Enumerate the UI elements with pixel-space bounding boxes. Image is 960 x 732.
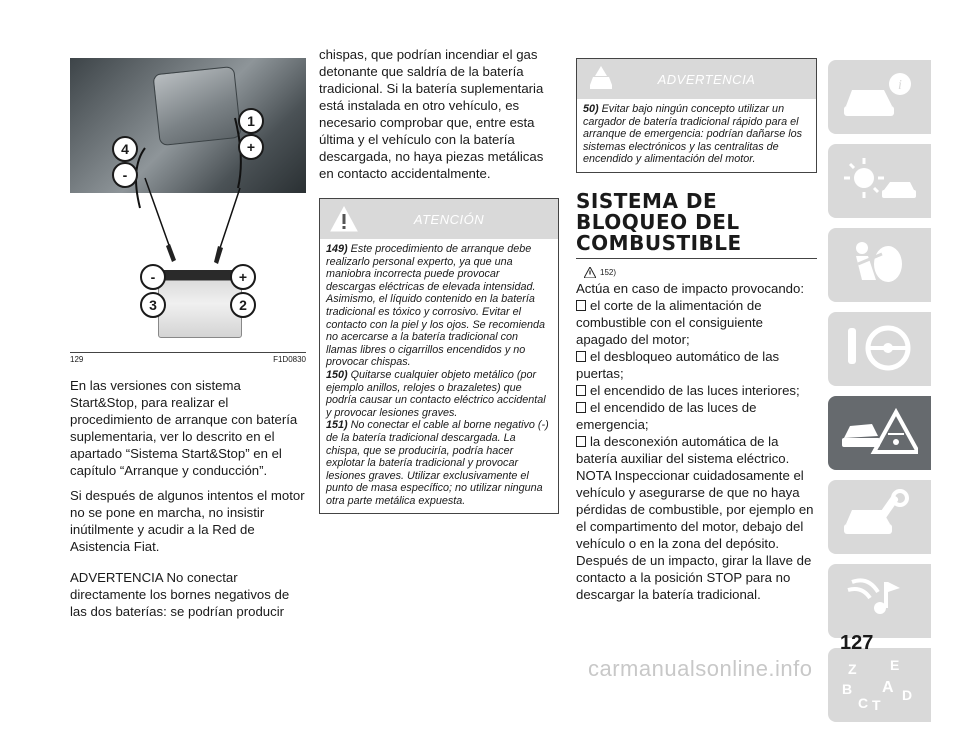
steering-icon [838,320,918,378]
bullet-text: el desbloqueo automático de las puertas; [576,348,780,381]
attention-item-text: Este procedimiento de arranque debe realizarlo personal experto, ya que una maniobra incorrecta puede provocar descargas eléctricas de elevada intensidad. Asimismo, el líquido contenido en la batería tradicional es tóxico y corrosivo. Evitar el contacto con la piel y los ojos. Se recomienda no acercarse a la batería tradicional con llamas libres o cigarrillos encendidos y no provocar chispas. [326,243,546,369]
column-1 [70,58,306,620]
tab-car-info[interactable] [828,60,931,134]
callout-2: 2 [230,292,256,318]
advertencia-item [583,103,810,166]
watermark: carmanualsonline.info [588,656,813,681]
lights-icon [838,152,918,210]
paragraph-sparks: chispas, que podrían incendiar el gas detonante que saldría de la batería tradicional. Si la batería suplementaria está instalada en otro vehículo, es necesario comprobar que, entre esta última y el vehículo con la batería descargada, no haya piezas metálicas en contacto accidentalmente. [319,47,544,181]
column-3 [576,46,817,603]
bullet-text: la desconexión automática de la batería auxiliar del sistema eléctrico. [576,433,790,466]
advertencia-item-num: 50) [583,103,599,115]
advertencia-box [576,58,817,173]
warning-icon [330,205,358,233]
attention-title: ATENCIÓN [413,211,485,227]
warning-small-icon [584,267,596,278]
bullet-item [576,297,817,348]
bullet-item [576,433,817,467]
tab-steering[interactable] [828,312,931,386]
callout-1: 1 [238,108,264,134]
index-letter: Z [848,661,857,677]
figure-caption [70,352,306,369]
callout-3: 3 [140,292,166,318]
attention-item [326,369,552,419]
tab-lights[interactable] [828,144,931,218]
reference [584,267,817,278]
section-title: SISTEMA DE BLOQUEO DEL COMBUSTIBLE [576,191,817,259]
advertencia-item-text: Evitar bajo ningún concepto utilizar un cargador de batería tradicional rápido para el arranque de emergencia: podrían dañarse los sistemas electrónicos y las centralitas de encendido y alimentación del motor. [583,103,803,166]
tab-emergency[interactable] [828,396,931,470]
index-letter: B [842,681,853,697]
callout-4: 4 [112,136,138,162]
index-icon [838,656,918,714]
page-number: 127 [840,632,874,654]
callout-plus-battery: + [230,264,256,290]
index-letter: D [902,687,913,703]
car-warning-icon [587,65,615,93]
attention-item-num: 149) [326,243,348,255]
index-letter: E [890,657,900,673]
bullet-text: el corte de la alimentación de combustible con el consiguiente apagado del motor; [576,297,763,347]
bullet-icon [576,436,586,447]
index-letter: T [872,697,881,713]
attention-body [320,239,558,513]
attention-item-text: No conectar el cable al borne negativo (-) de la batería tradicional descargada. La chispa, que se produciría, podría hacer explotar la batería tradicional y provocar lesiones graves. Utilizar exclusivamente el punto de masa específico; no utilizar ninguna otra parte metálica expuesta. [326,419,549,507]
attention-item-text: Quitarse cualquier objeto metálico (por ejemplo anillos, relojes o brazaletes) que podría causar un contacto eléctrico accidental y provocar lesiones graves. [326,368,546,419]
tab-media[interactable] [828,564,931,638]
attention-item [326,419,552,507]
airbag-icon [838,236,918,294]
tab-index[interactable] [828,648,931,722]
advertencia-header [577,59,816,99]
tab-airbag[interactable] [828,228,931,302]
callout-plus-top: + [238,134,264,160]
emergency-icon [838,404,918,462]
bullet-text: el encendido de las luces interiores; [590,382,800,398]
reference-number: 152) [600,267,617,277]
attention-item-num: 150) [326,368,348,381]
paragraph-start-stop: En las versiones con sistema Start&Stop, para realizar el procedimiento de arranque con batería suplementaria, ver lo descrito en el apartado “Sistema Start&Stop” en el capítulo “Arranque y conducción”. [70,378,298,478]
bullet-item [576,382,817,399]
figure-code: F1D0830 [273,355,306,364]
bullet-item [576,348,817,382]
svg-text:i: i [898,78,902,93]
media-icon [838,572,918,630]
bullet-item [576,399,817,433]
car-info-icon [838,68,918,126]
attention-box [319,198,559,514]
callout-minus-top: - [112,162,138,188]
bullet-icon [576,300,586,311]
paragraph-assistance: Si después de algunos intentos el motor no se pone en marcha, no insistir inútilmente y acudir a la Red de Asistencia Fiat. [70,488,305,554]
attention-header [320,199,558,239]
tab-service[interactable] [828,480,931,554]
bullet-icon [576,402,586,413]
attention-item [326,243,552,369]
advertencia-title: ADVERTENCIA [657,71,756,87]
battery-jump-figure [70,58,306,348]
battery [158,280,242,338]
note-paragraph: NOTA Inspeccionar cuidadosamente el vehículo y asegurarse de que no haya pérdidas de combustible, por ejemplo en el compartimento del motor, debajo del vehículo o en la zona del depósito. Después de un impacto, girar la llave de contacto a la posición STOP para no descargar la batería tradicional. [576,467,814,602]
callout-minus-battery: - [140,264,166,290]
index-letter: A [882,679,894,696]
service-icon [838,488,918,546]
figure-number: 129 [70,355,84,364]
bullet-icon [576,385,586,396]
column-2 [319,46,559,514]
intro-text: Actúa en caso de impacto provocando: [576,280,804,296]
attention-item-num: 151) [326,419,348,432]
bullet-text: el encendido de las luces de emergencia; [576,399,757,432]
advertencia-body [577,99,816,172]
index-letter: C [858,695,869,711]
paragraph-advertencia: ADVERTENCIA No conectar directamente los bornes negativos de las dos baterías: se podrían producir [70,570,290,619]
bullet-icon [576,351,586,362]
